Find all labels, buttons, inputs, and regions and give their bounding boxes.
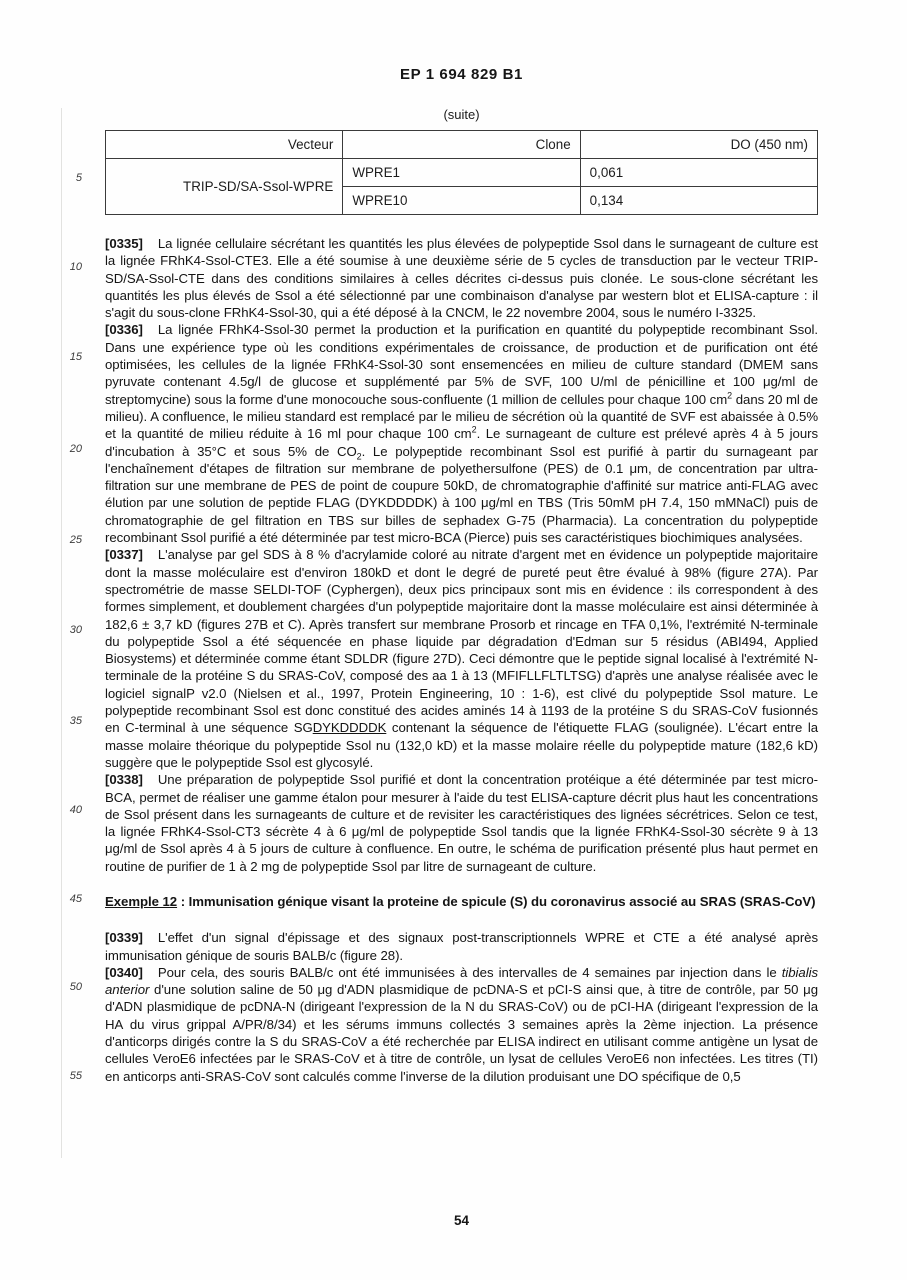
paragraph-number: [0339] bbox=[105, 930, 143, 946]
paragraph-number: [0336] bbox=[105, 322, 143, 338]
paragraph-number: [0337] bbox=[105, 547, 143, 563]
margin-line-number: 45 bbox=[69, 893, 82, 905]
table-caption: (suite) bbox=[443, 107, 480, 122]
page-number: 54 bbox=[453, 1213, 470, 1228]
margin-line-number: 5 bbox=[75, 172, 82, 184]
margin-line-number: 40 bbox=[69, 804, 82, 816]
margin-line-number: 20 bbox=[69, 443, 82, 455]
margin-line-number: 25 bbox=[69, 534, 82, 546]
column-header-vecteur: Vecteur bbox=[106, 131, 343, 159]
paragraph-text: L'analyse par gel SDS à 8 % d'acrylamide coloré au nitrate d'argent met en évidence un polypeptide majoritaire dont la masse moléculaire est d'environ 180kD et dont le degré de pureté peut être évalué à 98% (figure 27A). Par spectrométrie de masse SELDI-TOF (Cyphergen), deux pics principaux sont mis en évidence : ils correspondent à des formes simplement, et doublement chargées d'un polypeptide majoritaire dont la masse moléculaire est ainsi déterminée à 182,6 ± 3,7 kD (figures 27B et C). Après transfert sur membrane Prosorb et rincage en TFA 0,1%, l'extrémité N-terminale du polypeptide Ssol a été séquencée en phase liquide par dégradation d'Edman sur 5 résidus (ABI494, Applied Biosystems) et déterminée comme étant SDLDR (figure 27D). Ceci démontre que le peptide signal localisé à l'extrémité N-terminale de la protéine S du SRAS-CoV, composé des aa 1 à 13 (MFIFLLFLTLTSG) d'après une analyse réalisée avec le logiciel signalP v2.0 (Nielsen et al., 1997, Protein Engineering, 10 : 1-6), est clivé du polypeptide Ssol mature. Le polypeptide recombinant Ssol est donc constitué des acides aminés 14 à 1193 de la protéine S du SRAS-CoV fusionnés en C-terminal à une séquence SGDYKDDDDK contenant la séquence de l'étiquette FLAG (soulignée). L'écart entre la masse molaire théorique du polypeptide Ssol nu (132,0 kD) et la masse molaire réelle du polypeptide mature (182,6 kD) suggère que le polypeptide Ssol est glycosylé. bbox=[105, 547, 818, 770]
example-12-heading: Exemple 12 : Immunisation génique visant la proteine de spicule (S) du coronavirus associé au SRAS (SRAS-CoV) bbox=[105, 893, 816, 909]
margin-line-number: 55 bbox=[69, 1070, 82, 1082]
margin-line-number: 30 bbox=[69, 624, 82, 636]
paragraph-0340 bbox=[105, 964, 818, 1085]
do-cell: 0,134 bbox=[580, 187, 817, 215]
paragraph-text: La lignée cellulaire sécrétant les quantités les plus élevées de polypeptide Ssol dans le surnageant de culture est la lignée FRhK4-Ssol-CTE3. Elle a été soumise à une deuxième série de 5 cycles de transduction par le vecteur TRIP-SD/SA-Ssol-CTE dans des conditions similaires à celles décrites ci-dessus puis clonée. Le sous-clone sécrétant les quantités les plus élevés de Ssol a été sélectionné par une combinaison d'analyse par western blot et ELISA-capture : il s'agit du sous-clone FRhK4-Ssol-30, qui a été déposé à la CNCM, le 22 novembre 2004, sous le numéro I-3325. bbox=[105, 236, 818, 321]
margin-line-number: 10 bbox=[69, 261, 82, 273]
results-table bbox=[105, 130, 818, 215]
clone-cell: WPRE10 bbox=[343, 187, 580, 215]
paragraph-number: [0340] bbox=[105, 964, 143, 980]
paragraph-0336 bbox=[105, 321, 818, 546]
table-row bbox=[106, 159, 818, 187]
paragraph-text: La lignée FRhK4-Ssol-30 permet la production et la purification en quantité du polypeptide recombinant Ssol. Dans une expérience type où les conditions expérimentales de croissance, de production et de purification ont été optimisées, les cellules de la lignée FRhK4-Ssol-30 sont ensemencées en milieu de culture standard (DMEM sans pyruvate contenant 4.5g/l de glucose et supplémenté par 5% de SVF, 100 U/ml de pénicilline et 100 μg/ml de streptomycine) sous la forme d'une monocouche sous-confluente (1 million de cellules pour chaque 100 $cm^2$ dans 20 ml de milieu). A confluence, le milieu standard est remplacé par le milieu de sécrétion où la quantité de SVF est abaissée à 0.5% et la quantité de milieu réduite à 16 ml pour chaque 100 $cm^2$. Le surnageant de culture est prélevé après 4 à 5 jours d'incubation à 35°C et sous 5% de $CO_2$. Le polypeptide recombinant Ssol est purifié à partir du surnageant par l'enchaînement d'étapes de filtration sur membrane de polyethersulfone (PES) de 0.1 μm, de concentration par ultra-filtration sur une membrane de PES de point de coupure 50kD, de chromatographie d'affinité sur matrice anti-FLAG avec élution par une solution de peptide FLAG (DYKDDDDK) à 100 μg/ml en TBS (Tris 50mM pH 7.4, 150 mMNaCl) puis de chromatographie de gel filtration en TBS sur billes de sephadex G-75 (Pharmacia). La concentration du polypeptide recombinant Ssol purifié a été déterminée par test micro-BCA (Pierce) puis ses caractéristiques biochimiques analysées. bbox=[105, 322, 818, 546]
paragraph-text: Pour cela, des souris BALB/c ont été immunisées à des intervalles de 4 semaines par injection dans le tibialis anterior d'une solution saline de 50 μg d'ADN plasmidique de pcDNA-S et pCI-S ainsi que, à titre de contrôle, par 50 μg d'ADN plasmidique de pcDNA-N (dirigeant l'expression de la N du SRAS-CoV) ou de pCI-HA (dirigeant l'expression de la HA du virus grippal A/PR/8/34) et les sérums immuns collectés 3 semaines après la 2ème injection. La présence d'anticorps dirigés contre la S du SRAS-CoV a été recherchée par ELISA indirect en utilisant comme antigène un lysat de cellules VeroE6 infectées par le SRAS-CoV et à titre de contrôle, un lysat de cellules VeroE6 non infectées. Les titres (TI) en anticorps anti-SRAS-CoV sont calculés comme l'inverse de la dilution produisant une DO spécifique de 0,5 bbox=[105, 964, 818, 1084]
paragraph-0338 bbox=[105, 771, 818, 875]
vector-cell: TRIP-SD/SA-Ssol-WPRE bbox=[106, 159, 343, 215]
page-content bbox=[105, 107, 818, 1085]
column-header-do: DO (450 nm) bbox=[580, 131, 817, 159]
margin-line-number: 15 bbox=[69, 351, 82, 363]
table-header-row bbox=[106, 131, 818, 159]
paragraph-text: L'effet d'un signal d'épissage et des signaux post-transcriptionnels WPRE et CTE a été analysé après immunisation génique de souris BALB/c (figure 28). bbox=[105, 930, 818, 963]
paragraph-text: Une préparation de polypeptide Ssol purifié et dont la concentration protéique a été déterminée par test micro-BCA, permet de réaliser une gamme étalon pour mesurer à l'aide du test ELISA-capture décrit plus haut les concentrations de Ssol présent dans les surnageants de culture et de revisiter les caractéristiques des lignées sécrétrices. Selon ce test, la lignée FRhK4-Ssol-CT3 sécrète 4 à 6 μg/ml de polypeptide Ssol tandis que la lignée FRhK4-Ssol-30 sécrète 9 à 13 μg/ml de Ssol après 4 à 5 jours de culture à confluence. En outre, le schéma de purification présenté plus haut permet en routine de purifier de 1 à 2 mg de polypeptide Ssol par litre de surnageant de culture. bbox=[105, 772, 818, 874]
margin-line-number: 35 bbox=[69, 715, 82, 727]
paragraph-number: [0338] bbox=[105, 772, 143, 788]
margin-line-number: 50 bbox=[69, 981, 82, 993]
clone-cell: WPRE1 bbox=[343, 159, 580, 187]
document-number: EP 1 694 829 B1 bbox=[400, 66, 523, 83]
paragraph-0335 bbox=[105, 235, 818, 321]
do-cell: 0,061 bbox=[580, 159, 817, 187]
body-text bbox=[105, 235, 818, 1085]
paragraph-0337 bbox=[105, 546, 818, 771]
column-header-clone: Clone bbox=[343, 131, 580, 159]
paragraph-number: [0335] bbox=[105, 236, 143, 251]
paragraph-0339 bbox=[105, 929, 818, 964]
